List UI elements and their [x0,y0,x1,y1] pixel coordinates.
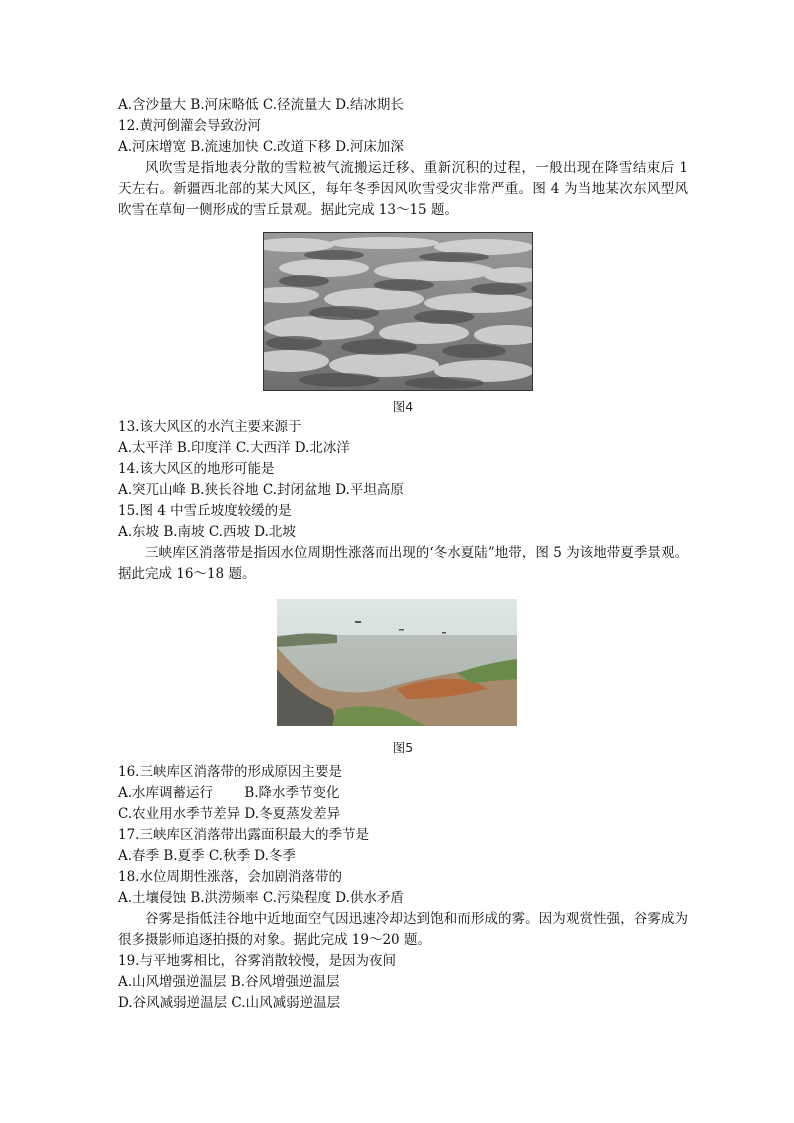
figure-5-caption: 图5 [392,740,414,755]
q18-stem: 18.水位周期性涨落，会加剧消落带的 [118,869,342,885]
q16-options-ab: A.水库调蓄运行 B.降水季节变化 [118,785,340,801]
q17-stem: 17.三峡库区消落带出露面积最大的季节是 [118,827,369,843]
q15-stem: 15.图 4 中雪丘坡度较缓的是 [118,503,292,519]
reservoir-photo [277,599,517,726]
intro-16-18: 三峡库区消落带是指因水位周期性涨落而出现的‘冬水夏陆”地带，图 5 为该地带夏季景观。据此完成 16～18 题。 [118,545,688,582]
figure-4 [118,232,688,417]
q19-options-dc: D.谷风减弱逆温层 C.山风减弱逆温层 [118,995,341,1011]
q12-stem: 12.黄河倒灌会导致汾河 [118,118,261,134]
intro-19-20: 谷雾是指低洼谷地中近地面空气因迅速冷却达到饱和而形成的雾。因为观赏性强，谷雾成为很多摄影师追逐拍摄的对象。据此完成 19～20 题。 [118,911,688,948]
snow-dune-image [264,233,532,390]
q14-stem: 14.该大风区的地形可能是 [118,461,275,477]
q19-stem: 19.与平地雾相比，谷雾消散较慢，是因为夜间 [118,953,396,969]
figure-4-caption: 图4 [392,399,414,414]
q11-options: A.含沙量大 B.河床略低 C.径流量大 D.结冰期长 [118,97,404,113]
q18-options: A.土壤侵蚀 B.洪涝频率 C.污染程度 D.供水矛盾 [118,890,404,906]
q13-options: A.太平洋 B.印度洋 C.大西洋 D.北冰洋 [118,440,350,456]
intro-13-15: 风吹雪是指地表分散的雪粒被气流搬运迁移、重新沉积的过程，一般出现在降雪结束后 1 天左右。新疆西北部的某大风区，每年冬季因风吹雪受灾非常严重。图 4 为当地某次东风型风吹雪在草甸一侧形成的雪丘景观。据此完成 13～15 题。 [118,160,688,218]
reservoir-image [277,599,517,726]
snow-dune-photo [263,232,533,391]
q17-options: A.春季 B.夏季 C.秋季 D.冬季 [118,848,296,864]
q13-stem: 13.该大风区的水汽主要来源于 [118,419,302,435]
q16-options-cd: C.农业用水季节差异 D.冬夏蒸发差异 [118,806,341,822]
exam-page [118,95,688,1014]
q12-options: A.河床增宽 B.流速加快 C.改道下移 D.河床加深 [118,139,404,155]
q15-options: A.东坡 B.南坡 C.西坡 D.北坡 [118,524,296,540]
q16-stem: 16.三峡库区消落带的形成原因主要是 [118,764,342,780]
q19-options-ab: A.山风增强逆温层 B.谷风增强逆温层 [118,974,340,990]
q14-options: A.突兀山峰 B.狭长谷地 C.封闭盆地 D.平坦高原 [118,482,404,498]
figure-5 [118,599,688,762]
